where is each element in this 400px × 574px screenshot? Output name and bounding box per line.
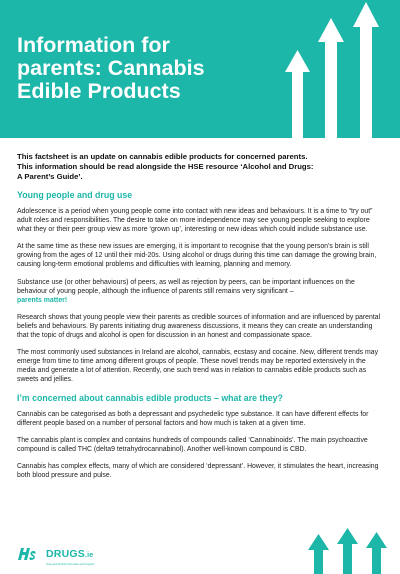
intro-line-3: A Parent’s Guide’. xyxy=(17,172,83,181)
paragraph: Cannabis can be categorised as both a depressant and psychedelic type substance. It can have different effects for different people based on a number of personal factors and how much is taken at a given time. xyxy=(17,410,369,427)
paragraph: At the same time as these new issues are emerging, it is important to recognise that the young person’s brain is still growing from the ages of 12 until their mid-20s. Using alcohol or drugs during this time can damage the growing brain, causing long-term emotional problems and difficulties with learning, planning and memory. xyxy=(17,243,377,269)
factsheet-body xyxy=(17,152,385,488)
paragraph: Adolescence is a period when young people come into contact with new ideas and behaviours. It is a time to “try out” adult roles and responsibilities. The desire to take on more independence may see young people seeking to explore what they or their peer group view as more ‘grown up’, interesting or new ideas which could include substance use. xyxy=(17,208,373,234)
drugs-logo-wordmark xyxy=(46,548,93,560)
drugs-logo-main: DRUGS xyxy=(46,548,85,560)
page-title xyxy=(17,34,277,103)
title-line-2: parents: Cannabis xyxy=(17,56,205,80)
upward-arrows-graphic xyxy=(270,0,400,138)
footer-arrows-graphic xyxy=(300,526,400,574)
intro-line-1: This factsheet is an update on cannabis edible products for concerned parents. xyxy=(17,152,308,161)
paragraph: Cannabis has complex effects, many of which are considered ‘depressant’. However, it stimulates the heart, increasing both blood pressure and pulse. xyxy=(17,462,379,479)
paragraph: The cannabis plant is complex and contains hundreds of compounds called ‘Cannabinoids’. The main psychoactive compound is called THC (delta9 tetrahydrocannabinol). Another well-known compound is CBD. xyxy=(17,436,368,453)
paragraph: Research shows that young people view their parents as credible sources of information and are influenced by parental beliefs and behaviours. By parents initiating drug awareness discussions, it means they can create an understanding that the topic of drugs and alcohol is open for discussion in an honest and compassionate space. xyxy=(17,313,381,340)
intro-statement xyxy=(17,152,385,182)
intro-line-2: This information should be read alongside the HSE resource ‘Alcohol and Drugs: xyxy=(17,162,314,171)
drugs-ie-logo xyxy=(46,544,94,566)
section-heading-cannabis-edibles: I’m concerned about cannabis edible products – what are they? xyxy=(17,392,283,403)
paragraph: The most commonly used substances in Ireland are alcohol, cannabis, ecstasy and cocaine. New, different trends may emerge from time to time among different groups of people. These novel trends may be reported extensively in the media and generate a lot of attention. Recently, one such trend was in relation to cannabis edible products such as sweets and jellies. xyxy=(17,349,379,384)
drugs-logo-tagline: Drug and Alcohol Information and Support xyxy=(46,563,95,566)
hse-logo-icon xyxy=(16,546,38,562)
paragraph xyxy=(17,278,385,305)
title-line-3: Edible Products xyxy=(17,79,181,103)
section-heading-young-people: Young people and drug use xyxy=(17,190,133,200)
title-line-1: Information for xyxy=(17,33,170,57)
parents-matter-highlight: parents matter! xyxy=(17,296,68,304)
hse-logo xyxy=(16,546,38,567)
header-banner xyxy=(0,0,400,138)
drugs-logo-suffix: .ie xyxy=(84,552,94,559)
paragraph-text: Substance use (or other behaviours) of peers, as well as rejection by peers, can be important influences on the behaviour of young people, although the influence of parents still remains very significant – xyxy=(17,278,355,295)
